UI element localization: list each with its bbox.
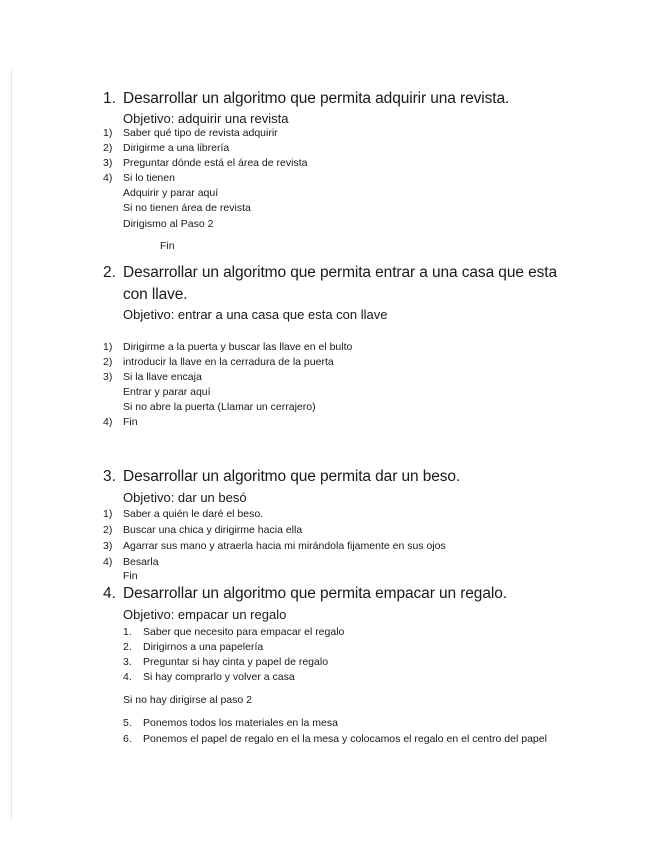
section-1-number: 1. [103,90,116,107]
section-2-number: 2. [103,264,116,281]
continuation-text: Si no abre la puerta (Llamar un cerrajero) [123,401,316,413]
step-marker: 1) [103,127,113,139]
step-text: Ponemos todos los materiales en la mesa [143,717,338,729]
step-marker: 2. [123,641,132,653]
step-marker: 4) [103,416,113,428]
step-text: Saber qué tipo de revista adquirir [123,127,278,139]
section-2-title-line1: Desarrollar un algoritmo que permita entrar a una casa que esta [123,264,557,281]
step-text: Dirigirme a una librería [123,142,230,154]
end-text: Fin [160,240,175,252]
step-text: Saber que necesito para empacar el regalo [143,626,345,638]
step-text: Saber a quién le daré el beso. [123,508,264,520]
step-marker: 1. [123,626,132,638]
step-marker: 4) [103,172,113,184]
step-marker: 3. [123,656,132,668]
section-4-objective: Objetivo: empacar un regalo [123,607,287,622]
step-text: Preguntar si hay cinta y papel de regalo [143,656,329,668]
step-text: Fin [123,416,138,428]
step-text: Preguntar dónde está el área de revista [123,157,308,169]
section-1-objective: Objetivo: adquirir una revista [123,111,289,126]
step-marker: 6. [123,733,132,745]
step-marker: 2) [103,524,113,536]
step-text: Si hay comprarlo y volver a casa [143,671,295,683]
step-marker: 3) [103,157,113,169]
continuation-text: Entrar y parar aquí [123,386,211,398]
step-text: Dirigirnos a una papelería [143,641,264,653]
step-text: Agarrar sus mano y atraerla hacia mi mirándola fijamente en sus ojos [123,540,446,552]
step-marker: 2) [103,356,113,368]
section-4-title: Desarrollar un algoritmo que permita empacar un regalo. [123,585,507,602]
section-3-objective: Objetivo: dar un besó [123,490,247,505]
step-marker: 2) [103,142,113,154]
section-2-title-line2: con llave. [123,286,188,303]
section-2-objective: Objetivo: entrar a una casa que esta con llave [123,307,388,322]
section-3-title: Desarrollar un algoritmo que permita dar un beso. [123,468,461,485]
continuation-text: Si no tienen área de revista [123,202,251,214]
section-4-number: 4. [103,585,116,602]
step-marker: 1) [103,508,113,520]
note-text: Si no hay dirigirse al paso 2 [123,694,252,706]
end-text: Fin [123,570,138,582]
step-text: Besarla [123,556,159,568]
continuation-text: Adquirir y parar aquí [123,187,219,199]
step-text: introducir la llave en la cerradura de la puerta [123,356,334,368]
step-marker: 4) [103,556,113,568]
step-text: Buscar una chica y dirigirme hacia ella [123,524,303,536]
step-marker: 1) [103,341,113,353]
step-marker: 3) [103,371,113,383]
step-text: Si lo tienen [123,172,175,184]
step-text: Ponemos el papel de regalo en el la mesa y colocamos el regalo en el centro del papel [143,733,547,745]
section-1-title: Desarrollar un algoritmo que permita adquirir una revista. [123,90,510,107]
section-3-number: 3. [103,468,116,485]
continuation-text: Dirigismo al Paso 2 [123,218,214,230]
step-marker: 4. [123,671,132,683]
step-text: Si la llave encaja [123,371,202,383]
step-marker: 3) [103,540,113,552]
step-text: Dirigirme a la puerta y buscar las llave en el bulto [123,341,353,353]
step-marker: 5. [123,717,132,729]
